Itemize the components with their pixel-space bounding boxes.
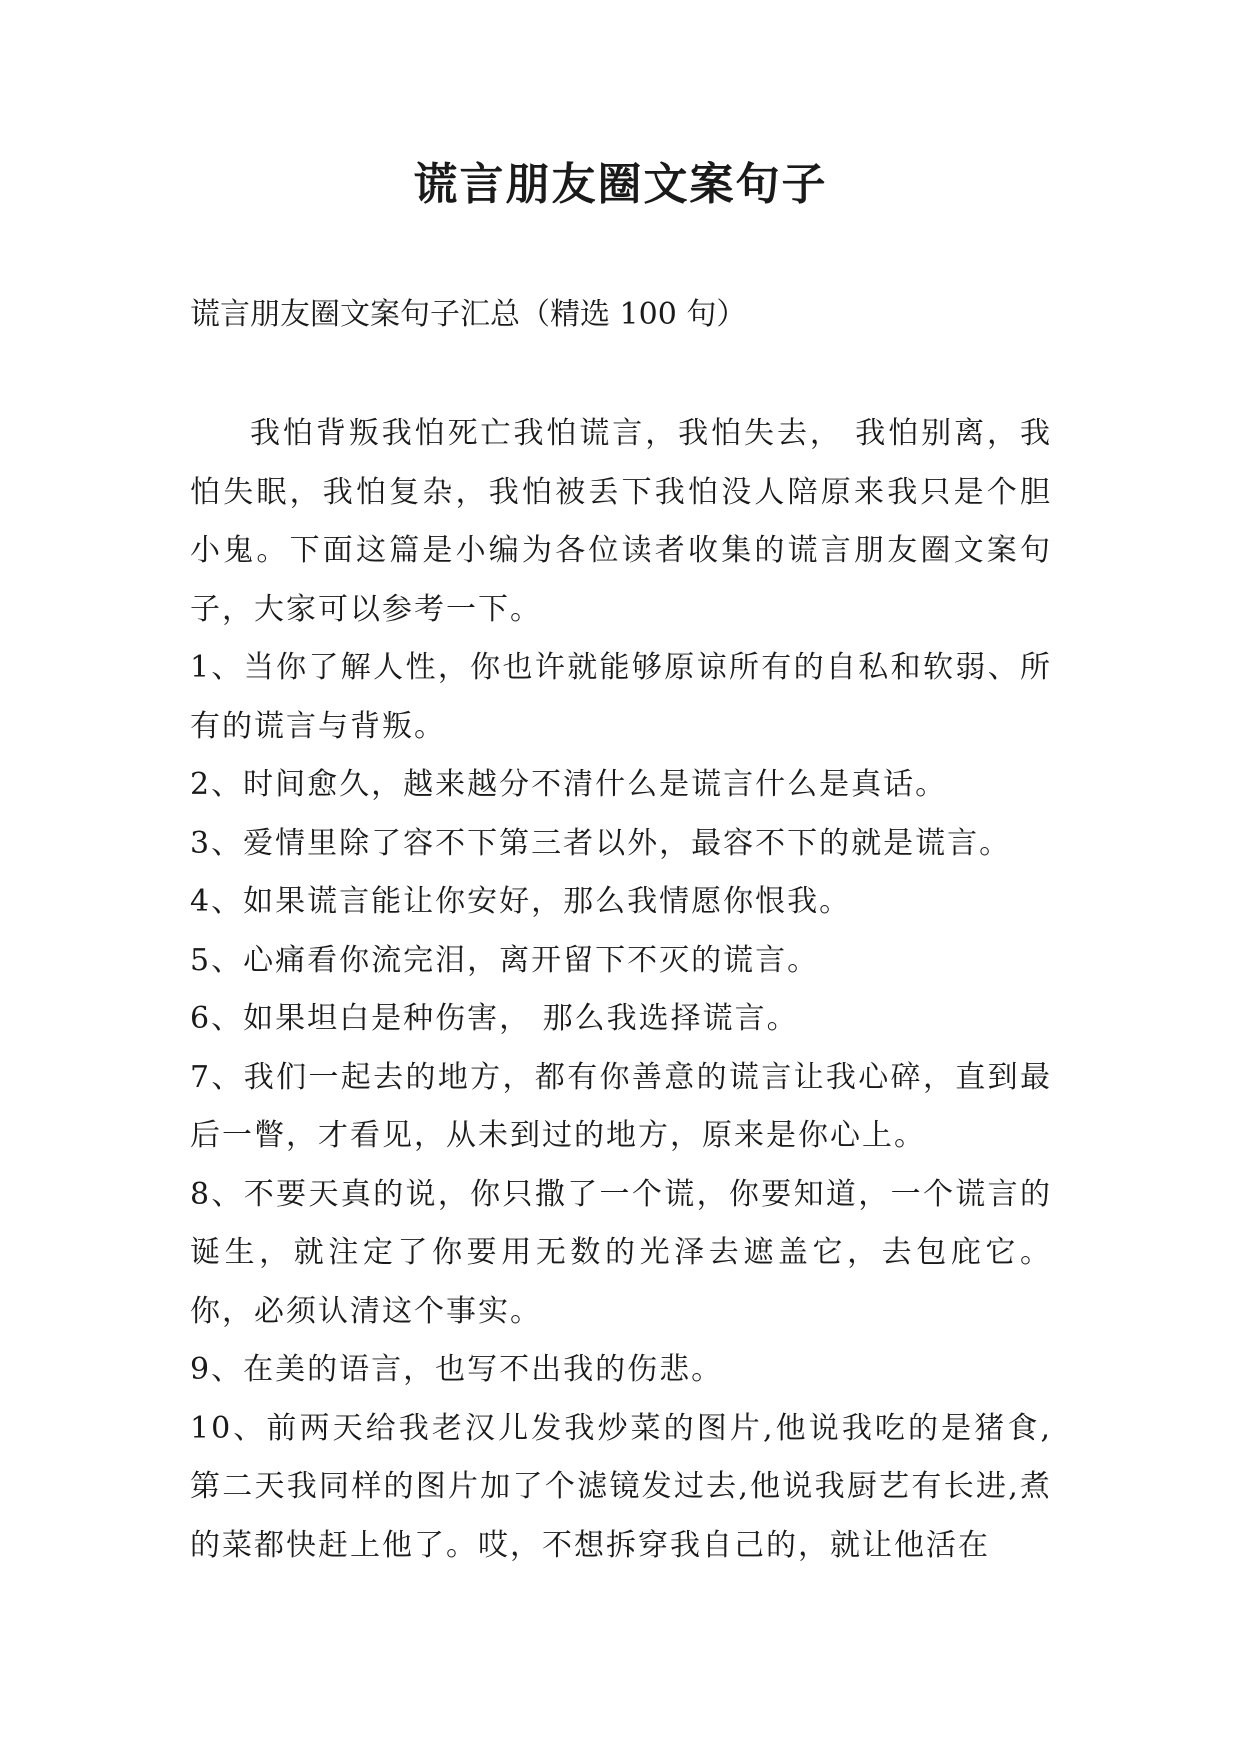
list-item: 6、如果坦白是种伤害， 那么我选择谎言。 <box>190 1001 799 1036</box>
list-item: 4、如果谎言能让你安好，那么我情愿你恨我。 <box>190 884 852 919</box>
document-title: 谎言朋友圈文案句子 <box>413 159 828 210</box>
list-item: 7、我们一起去的地方，都有你善意的谎言让我心碎，直到最后一瞥，才看见，从未到过的地方，原来是你心上。 <box>190 1059 1052 1153</box>
list-item: 8、不要天真的说，你只撒了一个谎，你要知道，一个谎言的诞生，就注定了你要用无数的光泽去遮盖它，去包庇它。你，必须认清这个事实。 <box>190 1176 1052 1329</box>
list-item: 5、心痛看你流完泪，离开留下不灭的谎言。 <box>190 942 820 978</box>
intro-paragraph: 我怕背叛我怕死亡我怕谎言，我怕失去， 我怕别离，我怕失眠，我怕复杂，我怕被丢下我怕没人陪原来我只是个胆小鬼。下面这篇是小编为各位读者收集的谎言朋友圈文案句子，大家可以参考一下。 <box>190 416 1052 627</box>
list-item: 1、当你了解人性，你也许就能够原谅所有的自私和软弱、所有的谎言与背叛。 <box>190 650 1052 744</box>
list-item: 3、爱情里除了容不下第三者以外，最容不下的就是谎言。 <box>190 825 1012 861</box>
document-subtitle: 谎言朋友圈文案句子汇总（精选 100 句） <box>190 297 747 332</box>
document-body <box>190 405 1052 1575</box>
list-item: 2、时间愈久，越来越分不清什么是谎言什么是真话。 <box>190 767 948 802</box>
list-item: 10、前两天给我老汉儿发我炒菜的图片,他说我吃的是猪食,第二天我同样的图片加了个滤镜发过去,他说我厨艺有长进,煮的菜都快赶上他了。哎，不想拆穿我自己的，就让他活在 <box>190 1410 1052 1563</box>
list-item: 9、在美的语言，也写不出我的伤悲。 <box>190 1352 724 1387</box>
